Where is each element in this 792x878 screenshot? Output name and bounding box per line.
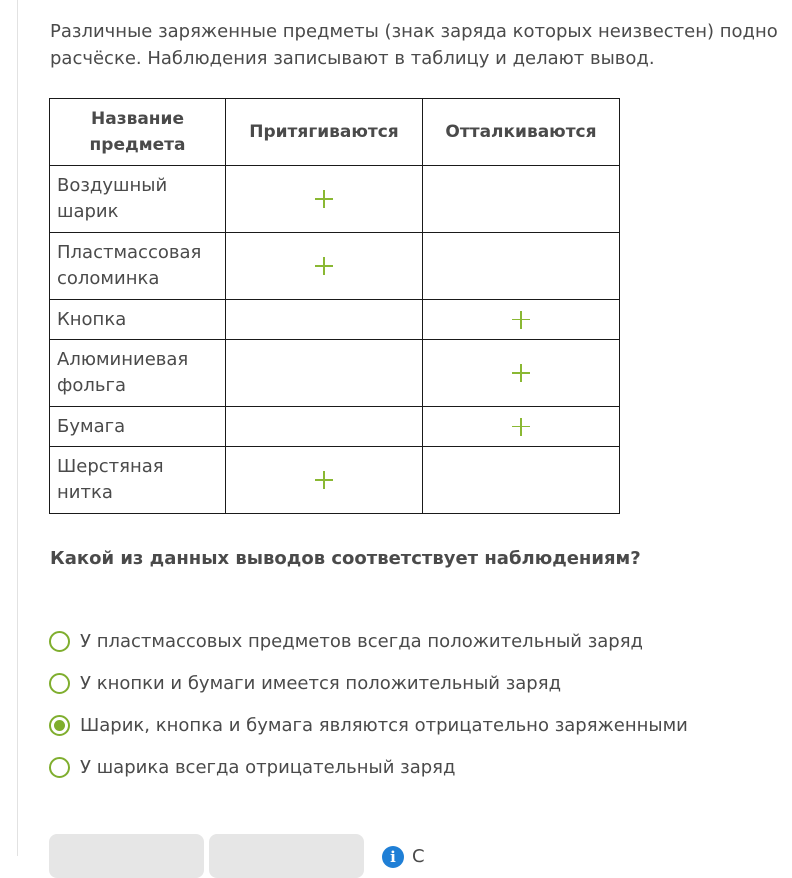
plus-mark-icon <box>512 364 530 382</box>
answer-option[interactable] <box>49 662 789 704</box>
cell-object-name: Бумага <box>50 407 226 447</box>
cell-object-name: Шерстяная нитка <box>50 447 226 514</box>
plus-mark-icon <box>512 418 530 436</box>
table-row <box>50 447 620 514</box>
header-attract: Притягиваются <box>226 99 423 166</box>
task-description <box>50 18 792 72</box>
table-row <box>50 166 620 233</box>
info-icon[interactable]: i <box>382 846 404 868</box>
cell-object-name: Алюминиевая фольга <box>50 340 226 407</box>
plus-mark-icon <box>512 311 530 329</box>
header-repel: Отталкиваются <box>423 99 620 166</box>
action-button-2[interactable] <box>209 834 364 878</box>
cell-attract <box>226 233 423 300</box>
question-text: Какой из данных выводов соответствует наблюдениям? <box>50 548 641 569</box>
cell-repel <box>423 233 620 300</box>
table-header-row <box>50 99 620 166</box>
left-divider <box>17 0 18 856</box>
radio-button[interactable] <box>49 673 70 694</box>
cell-object-name: Кнопка <box>50 300 226 340</box>
answer-option-label[interactable]: У пластмассовых предметов всегда положительный заряд <box>80 630 644 652</box>
radio-button[interactable] <box>49 757 70 778</box>
plus-mark-icon <box>315 190 333 208</box>
cell-object-name: Пластмассовая соломинка <box>50 233 226 300</box>
cell-attract <box>226 166 423 233</box>
observations-table <box>49 98 620 514</box>
plus-mark-icon <box>315 471 333 489</box>
task-description-line-2: расчёске. Наблюдения записывают в таблицу и делают вывод. <box>50 48 655 69</box>
table-row <box>50 233 620 300</box>
answer-option-label[interactable]: У кнопки и бумаги имеется положительный заряд <box>80 672 562 694</box>
info-link-text[interactable]: С <box>412 846 425 867</box>
answer-options <box>49 620 789 788</box>
radio-button[interactable] <box>49 631 70 652</box>
header-object-name: Название предмета <box>50 99 226 166</box>
plus-mark-icon <box>315 257 333 275</box>
table-row <box>50 407 620 447</box>
answer-option[interactable] <box>49 620 789 662</box>
table-row <box>50 300 620 340</box>
cell-repel <box>423 300 620 340</box>
cell-attract <box>226 340 423 407</box>
answer-option-label[interactable]: Шарик, кнопка и бумага являются отрицательно заряженными <box>80 714 688 736</box>
cell-attract <box>226 407 423 447</box>
action-button-1[interactable] <box>49 834 204 878</box>
task-description-line-1: Различные заряженные предметы (знак заряда которых неизвестен) подно <box>50 21 778 42</box>
cell-attract <box>226 447 423 514</box>
answer-option-label[interactable]: У шарика всегда отрицательный заряд <box>80 756 456 778</box>
radio-button[interactable] <box>49 715 70 736</box>
cell-attract <box>226 300 423 340</box>
answer-option[interactable] <box>49 704 789 746</box>
cell-repel <box>423 447 620 514</box>
cell-repel <box>423 340 620 407</box>
cell-repel <box>423 407 620 447</box>
answer-option[interactable] <box>49 746 789 788</box>
cell-repel <box>423 166 620 233</box>
table-row <box>50 340 620 407</box>
cell-object-name: Воздушный шарик <box>50 166 226 233</box>
